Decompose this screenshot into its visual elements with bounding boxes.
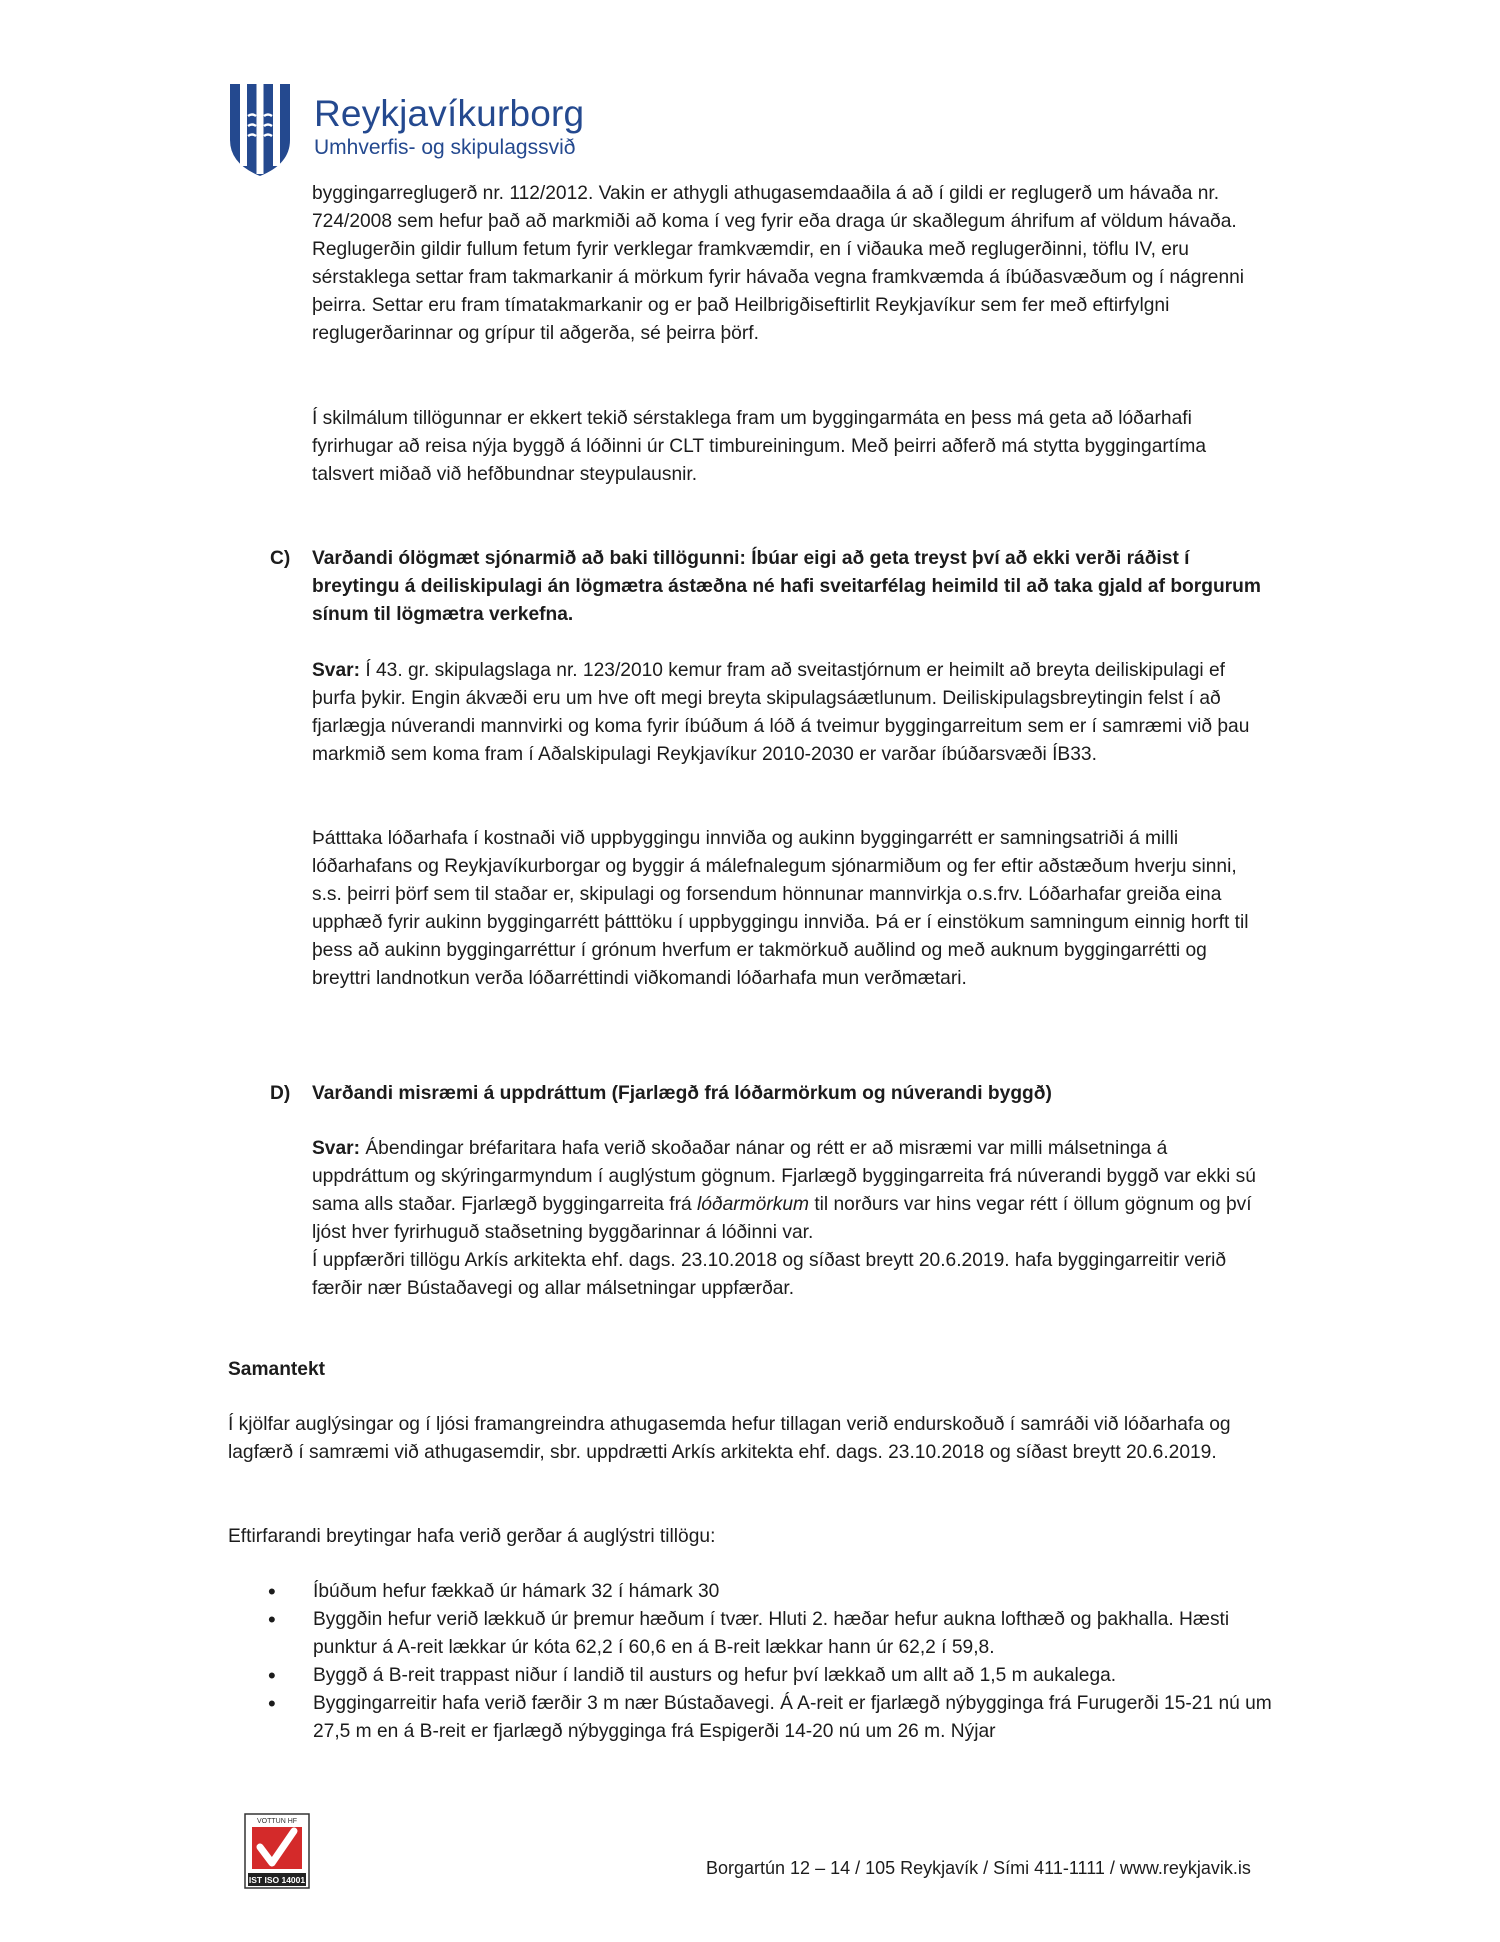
summary-title: Samantekt — [228, 1359, 326, 1380]
page-header — [228, 82, 584, 178]
iso-certification-badge — [244, 1813, 310, 1889]
intro-paragraph-1 — [312, 180, 1262, 348]
brand-subtitle: Umhverfis- og skipulagssvið — [314, 136, 576, 159]
intro-p1-text: byggingarreglugerð nr. 112/2012. Vakin er athygli athugasemdaaðila á að í gildi er reglugerð um hávaða nr. 724/2008 sem hefur það að markmiði að koma í veg fyrir eða draga úr skaðlegum áhrifum af völdum hávaða. Reglugerðin gildir fullum fetum fyrir verklegar framkvæmdir, en í viðauka með reglugerðinni, töflu IV, eru sérstaklega settar fram takmarkanir á mörkum fyrir hávaða vegna framkvæmda á íbúðasvæðum og í nágrenni þeirra. Settar eru fram tímatakmarkanir og er það Heilbrigðiseftirlit Reykjavíkur sem fer með eftirfylgni reglugerðarinnar og grípur til aðgerða, sé þeirra þörf. — [312, 183, 1245, 344]
section-d-answer-label: Svar: — [312, 1138, 360, 1159]
brand-block — [314, 93, 584, 161]
section-d-answer-text-a: Ábendingar bréfaritara hafa verið skoðaðar nánar og rétt er að misræmi var milli málsetninga á uppdráttum og skýringarmyndum í auglýstum gögnum. Fjarlægð byggingarreita frá núverandi byggð var ekki sú sama alls staðar. Fjarlægð byggingarreita frá — [312, 1138, 1256, 1215]
list-item: • Byggð á B-reit trappast niður í landið til austurs og hefur því lækkað um allt að 1,5 m aukalega. — [228, 1662, 1278, 1690]
reykjavik-shield-logo — [228, 82, 292, 178]
section-c-paragraph-2 — [312, 825, 1262, 993]
brand-name: Reykjavíkurborg — [314, 93, 585, 134]
list-item: • Byggðin hefur verið lækkuð úr þremur hæðum í tvær. Hluti 2. hæðar hefur aukna lofthæð og þakhalla. Hæsti punktur á A-reit lækkar úr kóta 62,2 í 60,6 en á B-reit lækkar hann úr 62,2 í 59,8. — [228, 1606, 1278, 1662]
section-d-heading: Varðandi misræmi á uppdráttum (Fjarlægð frá lóðarmörkum og núverandi byggð) — [312, 1083, 1052, 1104]
section-d-answer — [312, 1135, 1262, 1303]
section-d-letter: D) — [270, 1083, 291, 1104]
badge-bottom-text: IST ISO 14001 — [248, 1875, 306, 1885]
section-d-answer-italic: lóðarmörkum — [697, 1194, 809, 1215]
badge-top-text: VOTTUN HF — [256, 1818, 298, 1825]
intro-paragraph-2 — [312, 405, 1262, 489]
changes-list — [228, 1578, 1278, 1746]
section-c-answer-text: Í 43. gr. skipulagslaga nr. 123/2010 kemur fram að sveitastjórnum er heimilt að breyta deiliskipulagi ef þurfa þykir. Engin ákvæði eru um hve oft megi breyta skipulagsáætlunum. Deiliskipulagsbreytingin felst í að fjarlægja núverandi mannvirki og koma fyrir íbúðum á lóð á tveimur byggingarreitum sem er í samræmi við þau markmið sem koma fram í Aðalskipulagi Reykjavíkur 2010-2030 er varðar íbúðarsvæði ÍB33. — [312, 660, 1250, 765]
section-d-answer-text-b: til norðurs var hins vegar rétt í öllum gögnum og því ljóst hver fyrirhuguð staðsetning byggðarinnar á lóðinni var. — [312, 1194, 1252, 1243]
intro-p2-text: Í skilmálum tillögunnar er ekkert tekið sérstaklega fram um byggingarmáta en þess má geta að lóðarhafi fyrirhugar að reisa nýja byggð á lóðinni úr CLT timbureiningum. Með þeirri aðferð má stytta byggingartíma talsvert miðað við hefðbundnar steypulausnir. — [312, 408, 1207, 485]
section-c-answer-label: Svar: — [312, 660, 360, 681]
section-c-letter: C) — [270, 548, 291, 569]
section-d-answer-line2: Í uppfærðri tillögu Arkís arkitekta ehf. dags. 23.10.2018 og síðast breytt 20.6.2019. hafa byggingarreitir verið færðir nær Bústaðavegi og allar málsetningar uppfærðar. — [312, 1250, 1227, 1299]
summary-paragraph-1 — [228, 1411, 1238, 1467]
list-item: • Byggingarreitir hafa verið færðir 3 m nær Bústaðavegi. Á A-reit er fjarlægð nýbygginga frá Furugerði 15-21 nú um 27,5 m en á B-reit er fjarlægð nýbygginga frá Espigerði 14-20 nú um 26 m. Nýjar — [228, 1690, 1278, 1746]
section-c-p2-text: Þátttaka lóðarhafa í kostnaði við uppbyggingu innviða og aukinn byggingarrétt er samningsatriði á milli lóðarhafans og Reykjavíkurborgar og byggir á málefnalegum sjónarmiðum og fer eftir aðstæðum hverju sinni, s.s. þeirri þörf sem til staðar er, skipulagi og forsendum hönnunar mannvirkja o.s.frv. Lóðarhafar greiða eina upphæð fyrir aukinn byggingarrétt þátttöku í uppbyggingu innviða. Þá er í einstökum samningum einnig horft til þess að aukinn byggingarréttur í grónum hverfum er takmörkuð auðlind og með auknum byggingarrétti og breyttri landnotkun verða lóðarréttindi viðkomandi lóðarhafa mun verðmætari. — [312, 828, 1249, 989]
section-c-answer — [312, 657, 1274, 769]
summary-paragraph-2 — [228, 1523, 1238, 1551]
summary-p1-text: Í kjölfar auglýsingar og í ljósi framangreindra athugasemda hefur tillagan verið endurskoðuð í samráði við lóðarhafa og lagfærð í samræmi við athugasemdir, sbr. uppdrætti Arkís arkitekta ehf. dags. 23.10.2018 og síðast breytt 20.6.2019. — [228, 1414, 1231, 1463]
footer-address: Borgartún 12 – 14 / 105 Reykjavík / Sími 411-1111 / www.reykjavik.is — [706, 1858, 1251, 1878]
section-c-heading: Varðandi ólögmæt sjónarmið að baki tillögunni: Íbúar eigi að geta treyst því að ekki verði ráðist í breytingu á deiliskipulagi án lögmætra ástæðna né hafi sveitarfélag heimild til að taka gjald af borgurum sínum til lögmætra verkefna. — [312, 548, 1261, 625]
list-item: • Íbúðum hefur fækkað úr hámark 32 í hámark 30 — [228, 1578, 1278, 1606]
summary-p2-text: Eftirfarandi breytingar hafa verið gerðar á auglýstri tillögu: — [228, 1526, 716, 1547]
